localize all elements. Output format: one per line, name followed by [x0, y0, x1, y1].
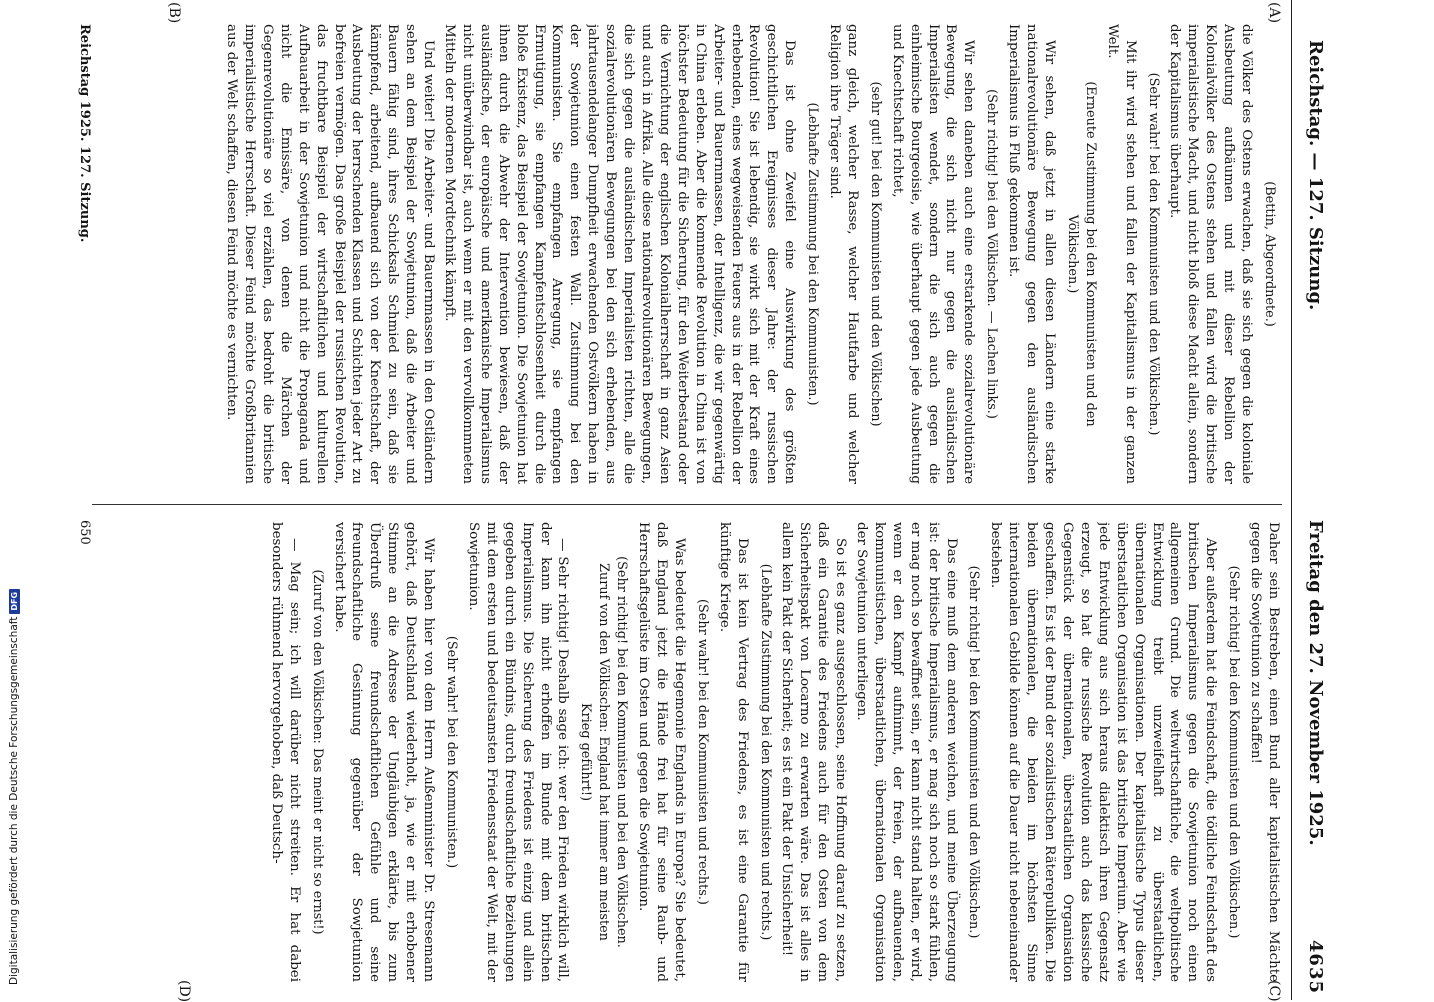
interjection: (Erneute Zustimmung bei den Kommunisten und den Völkischen.) — [1064, 81, 1098, 427]
credit-text: Digitalisierung gefördert durch die Deutsche Forschungsgemeinschaft — [8, 616, 20, 985]
paragraph: — Sehr richtig! Deshalb sage ich: wer den Frieden wirklich will, der kann ihn nicht erhoffen im Bunde mit dem britischen Imperialismus. Die Sicherung des Friedens ist einzig und allein gegeben durch ein Bündnis, durch freundschaftliche Beziehungen mit dem ersten und bedeutsamsten Friedensstaat der Welt, mit der Sowjetunion. — [465, 522, 571, 982]
dfg-logo-icon: DFG — [9, 589, 20, 614]
paragraph: Das ist ohne Zweifel eine Auswirkung des größten geschichtlichen Ereignisses dieser Jahre: der russischen Revolution! Sie ist lebendig, sie wirkt sich mit der Kraft eines erhebenden, eines wegweisenden Feuers aus in der Rebellion der Arbeiter- und Bauernmassen, der Intelligenz, die wir gegenwärtig in China erleben. Aber die kommende Revolution in China ist von höchster Bedeutung für die Sicherung, für den Weiterbestand oder die Vernichtung der englischen Kolonialherrschaft in ganz Asien und auch in Afrika. Alle diese nationalrevolutionären Bewegungen, die sich gegen die ausländischen Imperialisten richten, alle die sozialrevolutionären Bewegungen bei den sich erhebenden, aus jahrtausendelanger Dumpfheit erwachenden Ostvölkern haben in der Sowjetunion einen festen Wall. Zustimmung bei den Kommunisten. Sie empfangen Anregung, sie empfangen Ermutigung, sie empfangen Kampfentschlossenheit durch die bloße Existenz, das Beispiel der Sowjetunion. Die Sowjetunion hat ihnen durch die Abwehr der Intervention bewiesen, daß der ausländische, der europäische und amerikanische Imperialismus nicht unüberwindbar ist, auch wenn er mit den vervollkommneten Mitteln der modernen Mordtechnik kämpft. — [442, 24, 798, 484]
header-right: Freitag den 27. November 1925. — [1305, 520, 1326, 846]
margin-marker-a: (A) — [1266, 2, 1282, 24]
left-column — [102, 24, 1282, 484]
margin-marker-d: (D) — [176, 980, 192, 1002]
column-divider — [92, 504, 1282, 505]
right-column — [102, 522, 1282, 982]
paragraph: Das ist kein Vertrag des Friedens, es ist eine Garantie für künftige Kriege. — [716, 522, 750, 982]
paragraph: So ist es ganz ausgeschlossen, seine Hoffnung darauf zu setzen, daß ein Garantie des Friedens auch für den Osten von dem Sicherheitspakt von Locarno zu erwarten wäre. Das ist alles in allem kein Pakt der Sicherheit; es ist ein Pakt der Unsicherheit! — [779, 522, 849, 982]
page-number: 4635 — [1305, 939, 1326, 994]
interjection: (Sehr wahr! bei den Kommunisten und rechts.) — [694, 599, 710, 905]
paragraph: Mit ihr wird stehen und fallen der Kapitalismus in der ganzen Welt. — [1104, 24, 1138, 484]
paragraph: Aber außerdem hat die Feindschaft, die tödliche Feindschaft des britischen Imperialismus gegen die Sowjetunion noch einen allgemeinen Grund. Die weltwirtschaftliche, die weltpolitische Entwicklung treibt unzweifelhaft zu überstaatlichen, übernationalen Organisationen. Der kapitalistische Typus dieser überstaatlichen Organisation ist das britische Imperium. Aber wie jede Entwicklung aus sich heraus dialektisch ihren Gegensatz erzeugt, so hat die russische Revolution auch das klassische Gegenstück der übernationalen, überstaatlichen Organisation geschaffen. Es ist der Bund der sozialistischen Räterepubliken. Die beiden übernationalen, die beiden im höchsten Sinne internationalen Gebilde können auf die Dauer nicht nebeneinander bestehen. — [988, 522, 1219, 982]
interjection: (Lebhafte Zustimmung bei den Kommunisten und rechts.) — [757, 563, 773, 941]
document-page — [70, 0, 1340, 1000]
page-header — [1291, 0, 1340, 1000]
interjection: (Sehr richtig! bei den Kommunisten und den Völkischen.) — [966, 565, 982, 939]
header-left: Reichstag. — 127. Sitzung. — [1305, 40, 1326, 311]
interjection: (Sehr richtig! bei den Kommunisten und bei den Völkischen. Zuruf von den Völkischen: England hat immer am meisten Krieg geführt!) — [578, 556, 630, 948]
digitization-credit — [8, 589, 20, 985]
paragraph: Was bedeutet die Hegemonie Englands in Europa? Sie bedeutet, daß England jetzt die Hände frei hat für seine Raub- und Herrschaftsgelüste im Osten und gegen die Sowjetunion. — [636, 522, 687, 982]
speaker-line: (Bettin, Abgeordnete.) — [1262, 181, 1277, 327]
interjection: (Sehr richtig! bei den Kommunisten und den Völkischen.) — [1226, 565, 1242, 939]
interjection: (Sehr wahr! bei den Kommunisten.) — [444, 635, 460, 869]
paragraph: Wir sehen daneben auch eine erstarkende sozialrevolutionäre Bewegung, die sich nicht nur gegen die ausländischen Imperialisten wendet, sondern die sich auch gegen die einheimische Bourgeoisie, wie überhaupt gegen jede Ausbeutung und Knechtschaft richtet, — [889, 24, 977, 484]
paragraph: — Mag sein; ich will darüber nicht streiten. Er hat dabei besonders rühmend hervorgehoben, daß Deutsch- — [268, 522, 302, 982]
interjection: (Lebhafte Zustimmung bei den Kommunisten.) — [805, 102, 821, 406]
paragraph: die Völker des Ostens erwachen, daß sie sich gegen die koloniale Ausbeutung aufbäumen und mit dieser Rebellion der Kolonialvölker des Ostens stehen und fallen wird die britische imperialistische Macht, und nicht bloß diese Macht allein, sondern der Kapitalismus überhaupt. — [1167, 24, 1255, 484]
interjection: (Zuruf von den Völkischen: Das meint er nicht so ernst!) — [309, 569, 325, 935]
footer-page-code: 650 — [77, 520, 92, 545]
interjection: (Sehr wahr! bei den Kommunisten und den Völkischen.) — [1145, 72, 1161, 436]
paragraph: Das eine muß dem anderen weichen, und meine Überzeugung ist: der britische Imperialismus, er mag sich noch so stark fühlen, er mag noch so bewaffnet sein, er kann nicht stand halten, er wird, wenn er den Kampf aufnimmt, der freien, der aufbauenden, kommunistischen, überstaatlichen, übernationalen Organisation der Sowjetunion unterliegen. — [854, 522, 959, 982]
margin-marker-b: (B) — [166, 2, 182, 24]
paragraph: Wir sehen, daß jetzt in allen diesen Ländern eine starke nationalrevolutionäre Bewegung gegen den ausländischen Imperialismus in Fluß gekommen ist. — [1006, 24, 1058, 484]
interjection: (sehr gut! bei den Kommunisten und den Völkischen) — [867, 81, 883, 427]
margin-marker-c: (C) — [1266, 980, 1282, 1002]
paragraph: Daher sein Bestreben, einen Bund aller kapitalistischen Mächte gegen die Sowjetunion zu schaffen! — [1248, 522, 1281, 982]
interjection: (Sehr richtig! bei den Völkischen. — Lachen links.) — [984, 89, 1000, 419]
paragraph: Und weiter! Die Arbeiter- und Bauernmassen in den Ostländern sehen an dem Beispiel der Sowjetunion, daß die Arbeiter und Bauern fähig sind, ihres Schicksals Schmied zu sein, daß sie kämpfend, arbeitend, aufbauend sich von der Knechtschaft, der Ausbeutung der herrschenden Klassen und Schichten jeder Art zu befreien vermögen. Das große Beispiel der russischen Revolution, das fruchtbare Beispiel der wirtschaftlichen und kulturellen Aufbauarbeit in der Sowjetunion und nicht die Propaganda und nicht die Emissäre, von denen die Märchen der Gegenrevolutionäre so viel erzählen, das bedroht die britische imperialistische Herrschaft. Dieser Feind möchte Großbritannien aus der Welt schaffen, diesen Feind möchte es vernichten. — [224, 24, 437, 484]
paragraph: ganz gleich, welcher Rasse, welcher Hautfarbe und welcher Religion ihre Träger sind. — [827, 24, 860, 484]
footer-session-line: Reichstag 1925. 127. Sitzung. — [77, 24, 92, 243]
paragraph: Wir haben hier von dem Herrn Außenminister Dr. Stresemann gehört, daß Deutschland wiederholt, ja, wie er mit erhobener Stimme an die Adresse der Ungläubigen erklärte, bis zum Überdruß seine freundschaftlichen Gefühle und seine freundschaftliche Gesinnung gegenüber der Sowjetunion versichert habe. — [331, 522, 437, 982]
